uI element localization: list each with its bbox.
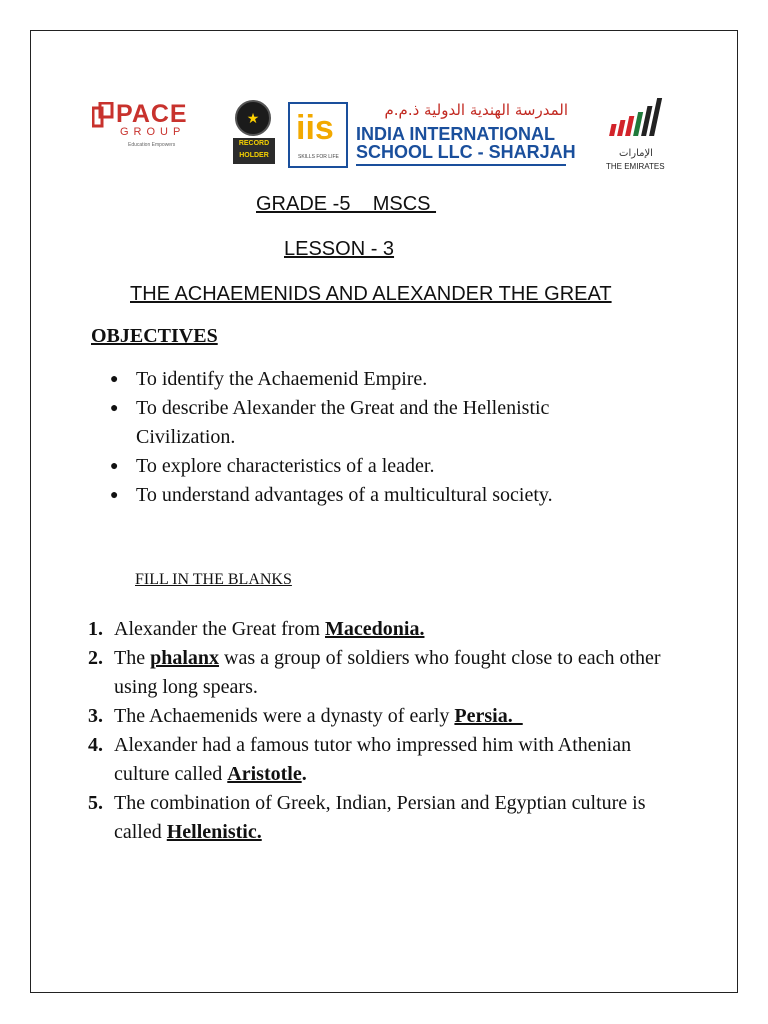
objective-item (110, 365, 650, 394)
objectives-heading: OBJECTIVES (91, 325, 218, 347)
question-number: 1. (88, 618, 103, 640)
pace-brand-text: PACE (116, 100, 188, 128)
pace-tagline: Education Empowers (128, 142, 176, 148)
answer-text: Aristotle (227, 763, 302, 785)
the-emirates-logo (604, 94, 674, 176)
question-text: The (114, 647, 151, 669)
lesson-title: LESSON - 3 (284, 238, 395, 260)
bullet-icon: ● (110, 459, 119, 474)
objective-text: To describe Alexander the Great and the Hellenistic Civilization. (136, 397, 550, 448)
question-text: The Achaemenids were a dynasty of early (114, 705, 455, 727)
guinness-badge-icon (235, 100, 271, 136)
school-name-underline (356, 164, 566, 166)
pace-group-text: GROUP (120, 126, 186, 138)
guinness-label: RECORD HOLDER (233, 138, 275, 164)
fill-in-blanks-heading: FILL IN THE BLANKS (135, 571, 292, 588)
emirates-bars-icon (604, 94, 674, 146)
objective-text: To explore characteristics of a leader. (136, 455, 435, 477)
question-item (88, 615, 668, 644)
question-number: 4. (88, 734, 103, 756)
school-name-line2: SCHOOL LLC - SHARJAH (356, 142, 576, 162)
fill-in-blanks-list (88, 615, 668, 847)
bullet-icon: ● (110, 488, 119, 503)
question-item (88, 731, 668, 789)
bullet-icon: ● (110, 401, 119, 416)
emirates-arabic-text: الإمارات (619, 148, 653, 159)
answer-text: phalanx (150, 647, 220, 669)
iis-tagline: SKILLS FOR LIFE (298, 154, 339, 160)
question-text: Alexander the Great from (114, 618, 326, 640)
pace-group-logo (92, 100, 204, 170)
question-number: 3. (88, 705, 103, 727)
guinness-record-logo (232, 100, 276, 170)
question-text: Alexander had a famous tutor who impressed him with Athenian culture called (114, 734, 632, 785)
question-item (88, 789, 668, 847)
question-text-after: . (301, 763, 307, 785)
question-text: The combination of Greek, Indian, Persian and Egyptian culture is called (114, 792, 646, 843)
iis-logo (288, 102, 348, 168)
answer-text: Hellenistic. (166, 821, 262, 843)
question-item (88, 644, 668, 702)
objective-text: To identify the Achaemenid Empire. (136, 368, 428, 390)
question-text-after: was a group of soldiers who fought close to each other using long spears. (114, 647, 661, 698)
emirates-english-text: THE EMIRATES (606, 162, 665, 171)
topic-title: THE ACHAEMENIDS AND ALEXANDER THE GREAT (130, 283, 612, 305)
school-name-arabic: المدرسة الهندية الدولية ذ.م.م (384, 101, 568, 119)
objective-item (110, 452, 650, 481)
question-number: 2. (88, 647, 103, 669)
star-icon: ★ (246, 111, 260, 127)
bullet-icon: ● (110, 372, 119, 387)
objectives-list (110, 365, 650, 510)
answer-text: Persia. (454, 705, 523, 727)
school-name-line1: INDIA INTERNATIONAL (356, 124, 555, 144)
objective-item (110, 481, 650, 510)
objective-item (110, 394, 650, 452)
iis-mark: iis (296, 109, 334, 147)
objective-text: To understand advantages of a multicultural society. (136, 484, 553, 506)
pace-mark-icon (92, 102, 114, 132)
question-item (88, 702, 668, 731)
answer-text: Macedonia. (325, 618, 425, 640)
question-number: 5. (88, 792, 103, 814)
grade-title: GRADE -5 MSCS (256, 193, 437, 215)
